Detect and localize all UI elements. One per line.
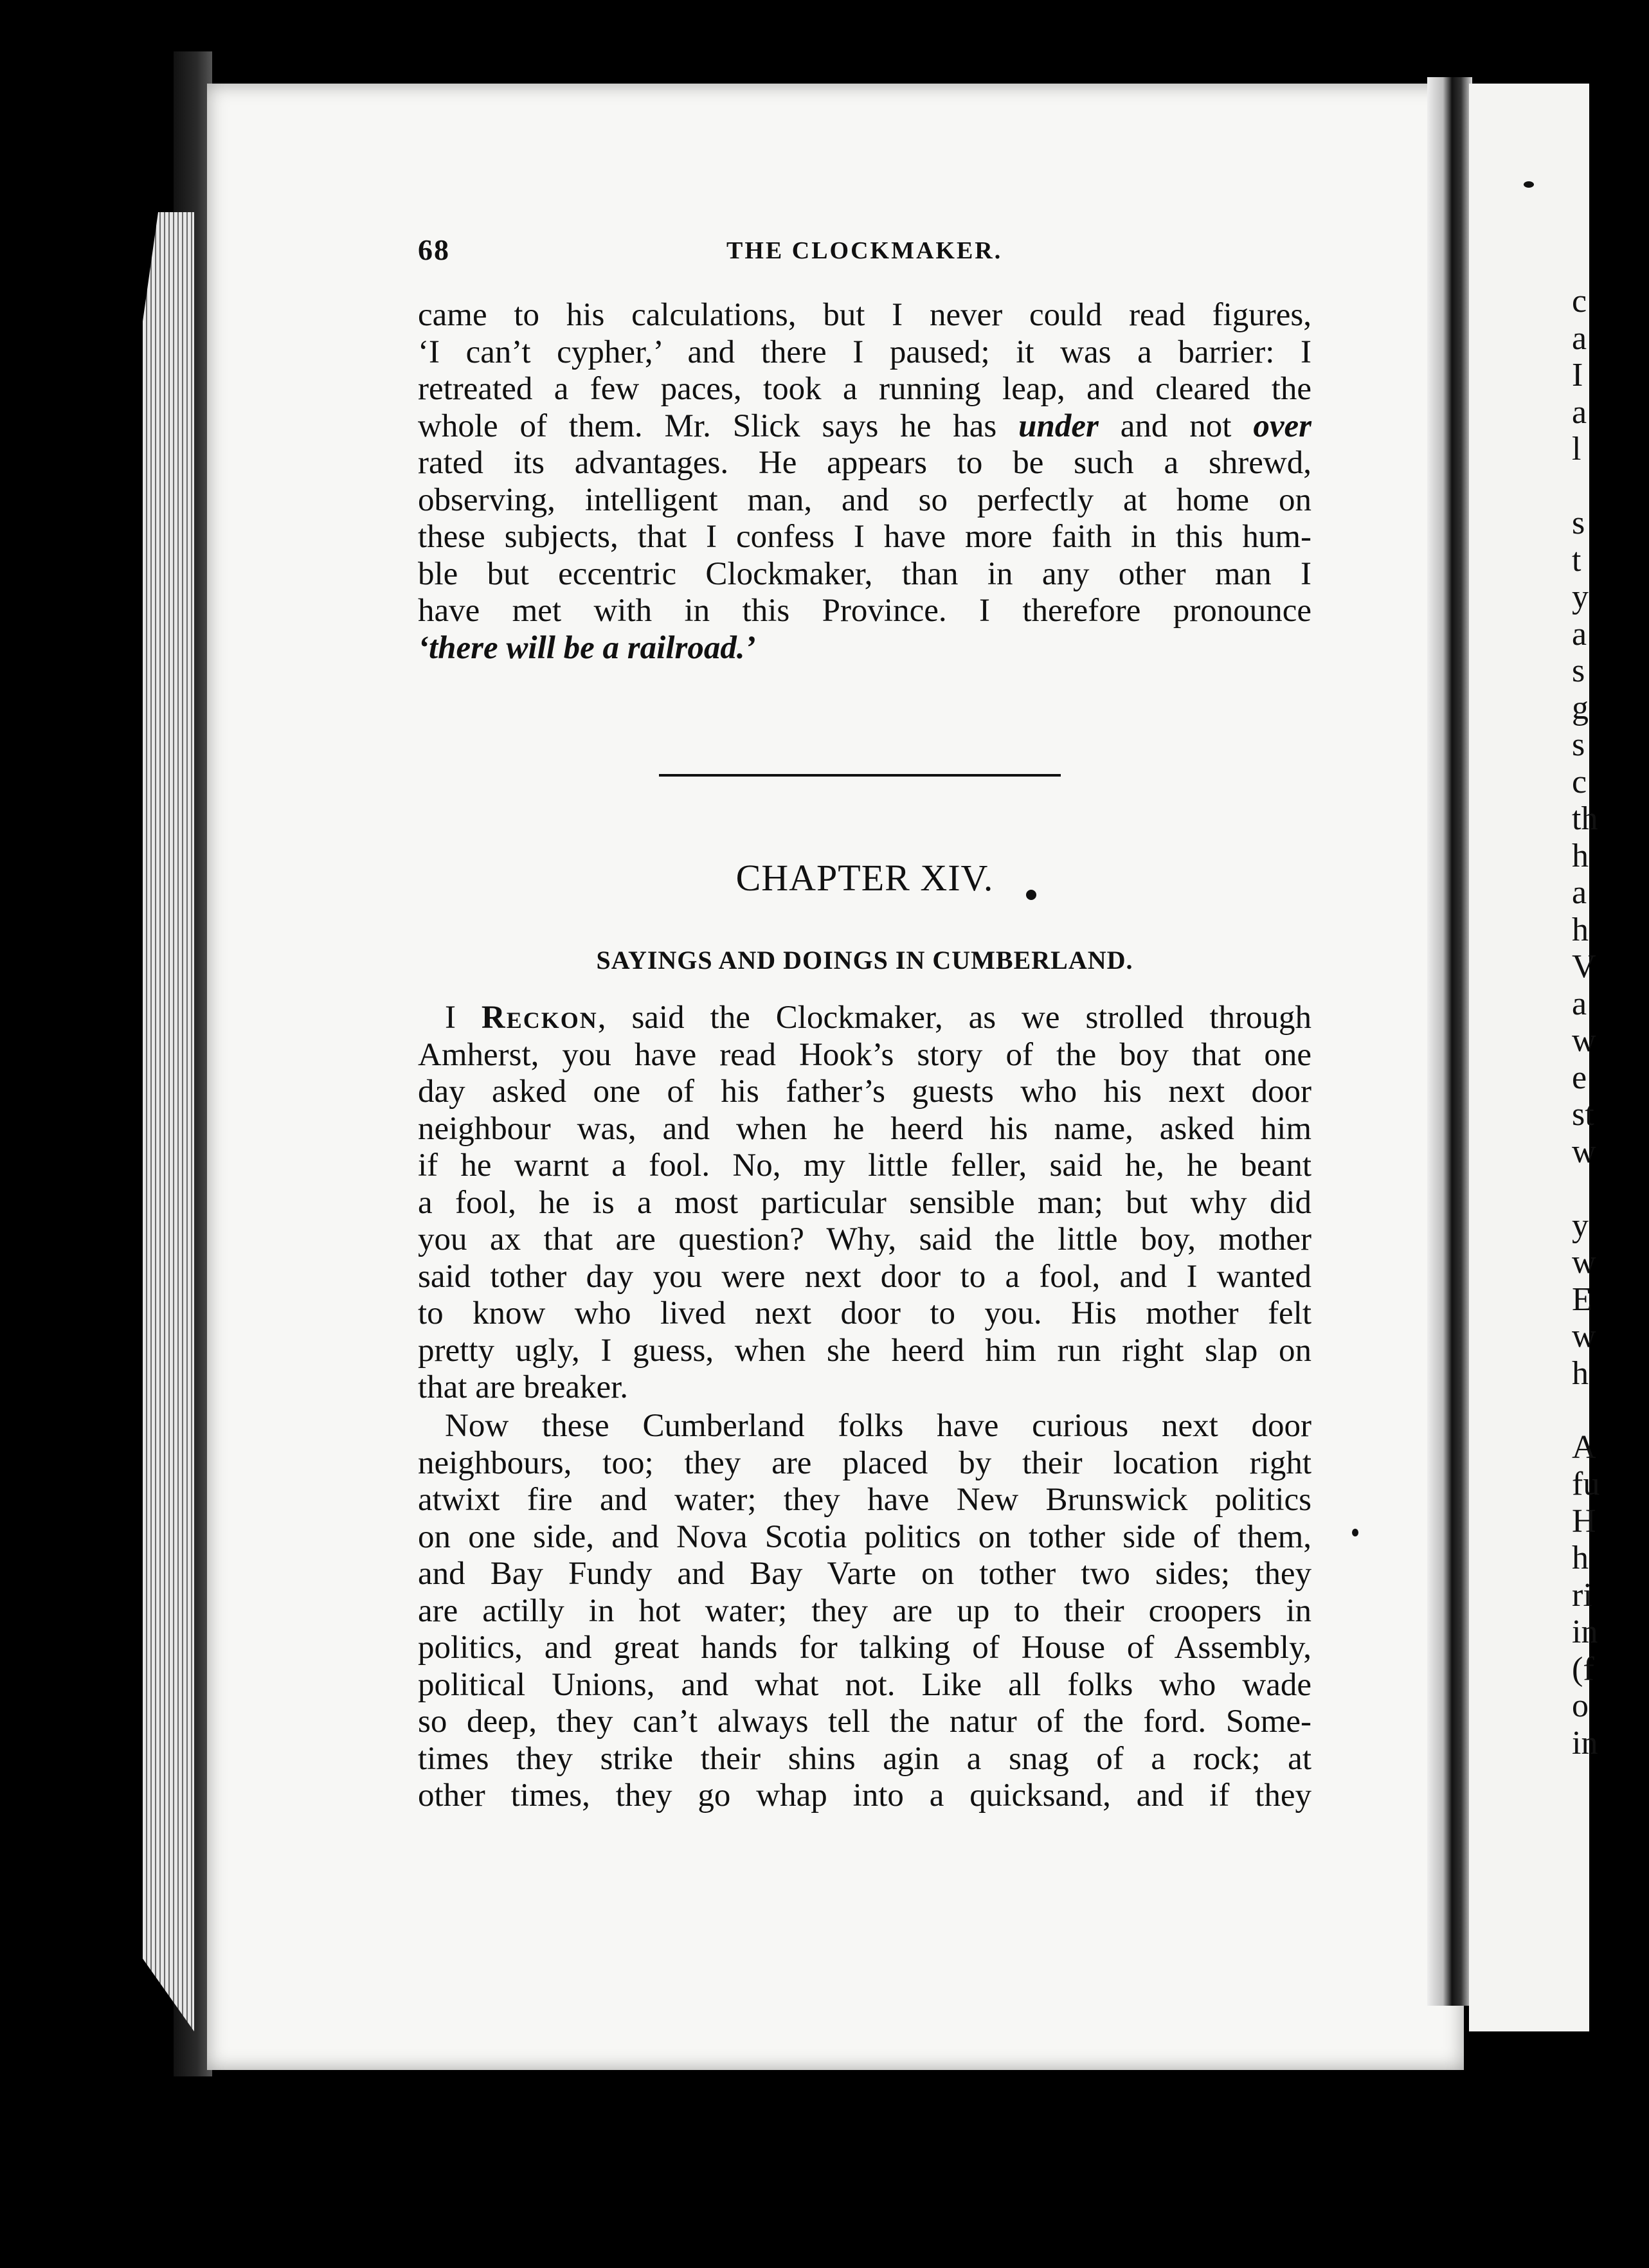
emphasis: under xyxy=(1018,408,1099,444)
facing-page-fragment: h xyxy=(1572,1354,1589,1392)
facing-page-fragment: t xyxy=(1572,541,1581,579)
facing-page-fragment: w xyxy=(1572,1022,1596,1059)
facing-page-fragment: a xyxy=(1572,874,1587,911)
ink-speck xyxy=(1524,181,1534,188)
facing-page-fragment: a xyxy=(1572,985,1587,1022)
facing-page xyxy=(1469,84,1600,2031)
facing-page-fragment: in xyxy=(1572,1614,1598,1650)
text-line: neighbour was, and when he heerd his name, asked him xyxy=(418,1110,1311,1147)
paragraph-2 xyxy=(418,1408,1311,1815)
text-line: on one side, and Nova Scotia politics on tother side of them, xyxy=(418,1518,1311,1555)
text-line: a fool, he is a most particular sensible man; but why did xyxy=(418,1184,1311,1221)
facing-page-fragment: y xyxy=(1572,1207,1589,1244)
facing-page-fragment: s xyxy=(1572,652,1585,689)
facing-page-fragment: l xyxy=(1572,431,1581,467)
facing-page-fragment: a xyxy=(1572,320,1587,357)
text-line: other times, they go whap into a quicksand, and if they xyxy=(418,1778,1311,1814)
text-line: neighbours, too; they are placed by their location right xyxy=(418,1444,1311,1481)
text-line: ‘I can’t cypher,’ and there I paused; it was a barrier: I xyxy=(418,334,1311,370)
facing-page-text xyxy=(1572,283,1649,1761)
facing-page-fragment: s xyxy=(1572,726,1585,763)
text-line: you ax that are question? Why, said the little boy, mother xyxy=(418,1221,1311,1257)
facing-page-fragment: A xyxy=(1572,1428,1596,1466)
section-divider xyxy=(659,774,1061,777)
text-line: to know who lived next door to you. His mother felt xyxy=(418,1295,1311,1331)
facing-page-fragment: H xyxy=(1572,1502,1596,1540)
paragraph-1 xyxy=(418,1000,1311,1407)
text-line: whole of them. Mr. Slick says he has under and not over xyxy=(418,408,1312,444)
text-line: Now these Cumberland folks have curious next door xyxy=(445,1408,1311,1444)
facing-page-fragment: o xyxy=(1572,1688,1589,1724)
text-line: have met with in this Province. I therefore pronounce xyxy=(418,593,1311,629)
text-line: observing, intelligent man, and so perfectly at home on xyxy=(418,482,1311,518)
text-line: retreated a few paces, took a running leap, and cleared the xyxy=(418,371,1311,407)
chapter-subtitle: SAYINGS AND DOINGS IN CUMBERLAND. xyxy=(596,946,1133,975)
facing-page-fragment: w xyxy=(1572,1133,1596,1170)
text-line: atwixt fire and water; they have New Brunswick politics xyxy=(418,1482,1311,1518)
text-line: if he warnt a fool. No, my little feller, said he, he beant xyxy=(418,1148,1311,1184)
facing-page-fragment: ri xyxy=(1572,1576,1592,1614)
ink-speck xyxy=(1352,1529,1358,1536)
page-header xyxy=(418,233,1311,278)
facing-page-fragment: e xyxy=(1572,1059,1587,1096)
text-line: are actilly in hot water; they are up to their croopers in xyxy=(418,1592,1311,1629)
facing-page-fragment: st xyxy=(1572,1096,1594,1133)
top-paragraph xyxy=(418,297,1311,667)
facing-page-fragment: h xyxy=(1572,1540,1589,1576)
facing-page-fragment: (f xyxy=(1572,1650,1594,1688)
facing-page-fragment: a xyxy=(1572,393,1587,431)
page-number: 68 xyxy=(418,233,450,266)
facing-page-fragment xyxy=(1572,1170,1649,1207)
text-line: I Reckon, said the Clockmaker, as we strolled through xyxy=(445,1000,1312,1036)
text-line: ‘there will be a railroad.’ xyxy=(418,629,756,666)
text-line: Amherst, you have read Hook’s story of the boy that one xyxy=(418,1036,1311,1073)
facing-page-fragment xyxy=(1572,468,1649,505)
facing-page-fragment: h xyxy=(1572,911,1589,948)
facing-page-fragment: V xyxy=(1572,948,1596,985)
ink-speck xyxy=(1026,890,1036,900)
book-gutter xyxy=(1427,77,1472,2006)
text-line: politics, and great hands for talking of House of Assembly, xyxy=(418,1630,1311,1666)
running-head: THE CLOCKMAKER. xyxy=(726,237,1003,264)
text-line: times they strike their shins agin a snag of a rock; at xyxy=(418,1740,1311,1777)
facing-page-fragment: g xyxy=(1572,689,1589,726)
facing-page-fragment: a xyxy=(1572,615,1587,652)
facing-page-fragment: w xyxy=(1572,1244,1596,1281)
emphasis: over xyxy=(1253,408,1312,444)
facing-page-fragment: E xyxy=(1572,1281,1592,1318)
facing-page-fragment: th xyxy=(1572,800,1598,837)
facing-page-fragment: w xyxy=(1572,1318,1596,1354)
facing-page-fragment: in xyxy=(1572,1724,1598,1761)
text-line: that are breaker. xyxy=(418,1369,629,1405)
text-line: and Bay Fundy and Bay Varte on tother two sides; they xyxy=(418,1556,1311,1592)
facing-page-fragment: s xyxy=(1572,505,1585,541)
text-line: rated its advantages. He appears to be such a shrewd, xyxy=(418,445,1311,481)
facing-page-fragment: fu xyxy=(1572,1466,1600,1502)
small-caps-word: Reckon xyxy=(481,1000,598,1036)
chapter-title: CHAPTER XIV. xyxy=(735,857,994,899)
text-line: day asked one of his father’s guests who his next door xyxy=(418,1074,1311,1110)
facing-page-fragment: y xyxy=(1572,579,1589,615)
text-line: so deep, they can’t always tell the natur of the ford. Some- xyxy=(418,1704,1311,1740)
facing-page-fragment: I xyxy=(1572,357,1583,393)
text-line: ble but eccentric Clockmaker, than in any other man I xyxy=(418,555,1311,592)
facing-page-fragment xyxy=(1572,1392,1649,1429)
page-edges xyxy=(143,212,194,2031)
text-line: political Unions, and what not. Like all folks who wade xyxy=(418,1666,1311,1703)
text-line: came to his calculations, but I never could read figures, xyxy=(418,297,1311,333)
text-line: said tother day you were next door to a fool, and I wanted xyxy=(418,1258,1311,1295)
facing-page-fragment: h xyxy=(1572,837,1589,874)
text-line: these subjects, that I confess I have more faith in this hum- xyxy=(418,519,1311,555)
text-line: pretty ugly, I guess, when she heerd him run right slap on xyxy=(418,1332,1311,1369)
facing-page-fragment: c xyxy=(1572,283,1587,320)
facing-page-fragment: c xyxy=(1572,763,1587,800)
